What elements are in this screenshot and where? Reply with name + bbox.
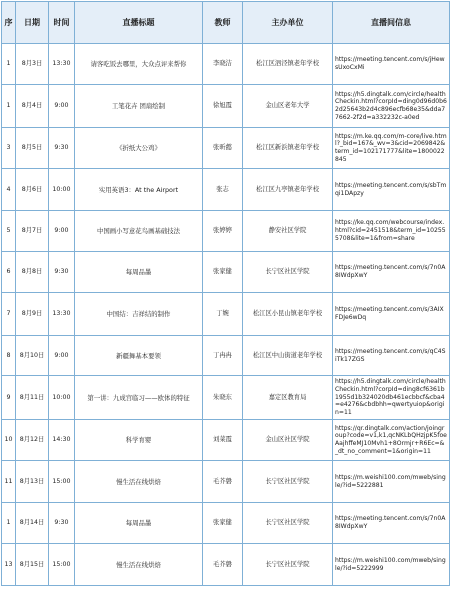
row-teacher: 张婷婷 [203,211,243,252]
row-info-link[interactable]: https://m.weishi100.com/mweb/single/?id=5222999 [333,544,450,586]
row-info-link[interactable]: https://m.ke.qq.com/m-core/live.html?_bid=167&_wv=3&cid=2069842&term_id=102171777&lite=1800022845 [333,128,450,169]
row-host: 静安社区学院 [243,211,333,252]
table-header-row [2,2,450,44]
table-row [2,461,450,503]
row-seq: 1 [2,44,16,85]
row-date: 8月9日 [16,293,49,336]
row-seq: 8 [2,336,16,376]
table-row [2,85,450,128]
row-time: 10:00 [49,169,75,211]
row-host: 长宁区社区学院 [243,252,333,293]
row-host: 金山区社区学院 [243,420,333,461]
row-teacher: 朱晓东 [203,376,243,420]
table-row [2,336,450,376]
row-teacher: 丁冉冉 [203,336,243,376]
row-teacher: 张家健 [203,503,243,544]
row-time: 9:30 [49,128,75,169]
row-time: 9:30 [49,252,75,293]
row-time: 9:00 [49,211,75,252]
row-host: 松江区小昆山镇老年学校 [243,293,333,336]
row-info-link[interactable]: https://meeting.tencent.com/s/7n0A8IWdpXwY [333,252,450,293]
row-date: 8月8日 [16,252,49,293]
table-row [2,376,450,420]
table-row [2,211,450,252]
row-host: 长宁区社区学院 [243,544,333,586]
row-title: 中国画小写意花鸟画基础技法 [75,211,203,252]
table-body [2,44,450,586]
table-row [2,544,450,586]
row-host: 松江区泗泾镇老年学校 [243,44,333,85]
row-title: 第一讲：九成宫临习——欧体的特征 [75,376,203,420]
row-time: 9:00 [49,336,75,376]
row-info-link[interactable]: https://h5.dingtalk.com/circle/healthCheckin.html?corpId=ding0d96d0b62d25643b2d4c896ecfb68e35&dda77662-2f2d=a332232c-a0ed [333,85,450,128]
row-host: 嘉定区教育局 [243,376,333,420]
row-seq: 10 [2,420,16,461]
table-row [2,169,450,211]
row-date: 8月6日 [16,169,49,211]
row-seq: 1 [2,85,16,128]
row-info-link[interactable]: https://meeting.tencent.com/s/jHewsUxoCxMi [333,44,450,85]
row-seq: 3 [2,128,16,169]
row-host: 长宁区社区学院 [243,461,333,503]
row-date: 8月4日 [16,85,49,128]
header-teacher: 教师 [203,2,243,44]
row-host: 长宁区社区学院 [243,503,333,544]
row-host: 金山区老年大学 [243,85,333,128]
row-host: 松江区九亭镇老年学校 [243,169,333,211]
row-seq: 5 [2,211,16,252]
row-seq: 13 [2,544,16,586]
row-time: 13:30 [49,293,75,336]
row-date: 8月11日 [16,376,49,420]
header-time: 时间 [49,2,75,44]
row-info-link[interactable]: https://qr.dingtalk.com/action/joingroup?code=v1,k1,qcNKLbQHzjpK5foeAajhffeMJ10Mvh1+8Ormjr+R6Ec=&_dt_no_comment=1&origin=11 [333,420,450,461]
header-seq: 序 [2,2,16,44]
row-time: 14:30 [49,420,75,461]
row-time: 13:30 [49,44,75,85]
row-seq: 9 [2,376,16,420]
row-info-link[interactable]: https://h5.dingtalk.com/circle/healthCheckin.html?corpId=ding8cf6361b1955d1b324020db461ecbbcf&cba4=e4276&cbdbhh=qwertyuiop&origin=11 [333,376,450,420]
table-row [2,252,450,293]
row-teacher: 李晓洁 [203,44,243,85]
row-teacher: 张昕懿 [203,128,243,169]
row-info-link[interactable]: https://meeting.tencent.com/s/sbTmqi1DApzy [333,169,450,211]
row-title: 请客吃饭去哪里，大众点评来帮你 [75,44,203,85]
row-title: 慢生活在线烘焙 [75,461,203,503]
row-seq: 1 [2,503,16,544]
row-host: 松江区中山街道老年学校 [243,336,333,376]
row-date: 8月12日 [16,420,49,461]
row-teacher: 毛芥磐 [203,461,243,503]
table-row [2,503,450,544]
row-seq: 4 [2,169,16,211]
row-date: 8月7日 [16,211,49,252]
row-info-link[interactable]: https://m.weishi100.com/mweb/single/?id=5222881 [333,461,450,503]
header-title: 直播标题 [75,2,203,44]
header-host: 主办单位 [243,2,333,44]
row-info-link[interactable]: https://meeting.tencent.com/s/qC4SiTk17ZGS [333,336,450,376]
row-seq: 7 [2,293,16,336]
row-teacher: 张志 [203,169,243,211]
row-date: 8月15日 [16,544,49,586]
row-time: 9:30 [49,503,75,544]
row-date: 8月3日 [16,44,49,85]
row-title: 每周品墨 [75,503,203,544]
row-title: 慢生活在线烘焙 [75,544,203,586]
table-row [2,44,450,85]
table-row [2,420,450,461]
row-title: 每周品墨 [75,252,203,293]
table-row [2,293,450,336]
row-title: 中国结：吉祥结的制作 [75,293,203,336]
row-date: 8月5日 [16,128,49,169]
row-time: 10:00 [49,376,75,420]
row-host: 松江区新浜镇老年学校 [243,128,333,169]
header-info: 直播间信息 [333,2,450,44]
row-teacher: 张家健 [203,252,243,293]
row-info-link[interactable]: https://meeting.tencent.com/s/3AIXFDJe6wDq [333,293,450,336]
live-schedule-table [1,1,450,586]
row-teacher: 徐旭霞 [203,85,243,128]
row-teacher: 丁婉 [203,293,243,336]
row-info-link[interactable]: https://meeting.tencent.com/s/7n0A8IWdpXwY [333,503,450,544]
row-info-link[interactable]: https://ke.qq.com/webcourse/index.html?cid=2451518&term_id=102555708&lite=1&from=share [333,211,450,252]
row-time: 9:00 [49,85,75,128]
row-time: 15:00 [49,461,75,503]
row-title: 科学育婴 [75,420,203,461]
row-title: 新疆舞基本要领 [75,336,203,376]
row-date: 8月10日 [16,336,49,376]
header-date: 日期 [16,2,49,44]
row-teacher: 刘菜霞 [203,420,243,461]
row-teacher: 毛芥磐 [203,544,243,586]
row-time: 15:00 [49,544,75,586]
row-seq: 11 [2,461,16,503]
row-title: 《折纸大公鸡》 [75,128,203,169]
row-date: 8月14日 [16,503,49,544]
row-title: 工笔花卉 团扇绘制 [75,85,203,128]
row-date: 8月13日 [16,461,49,503]
table-row [2,128,450,169]
row-title: 实用英语3：At the Airport [75,169,203,211]
row-seq: 6 [2,252,16,293]
